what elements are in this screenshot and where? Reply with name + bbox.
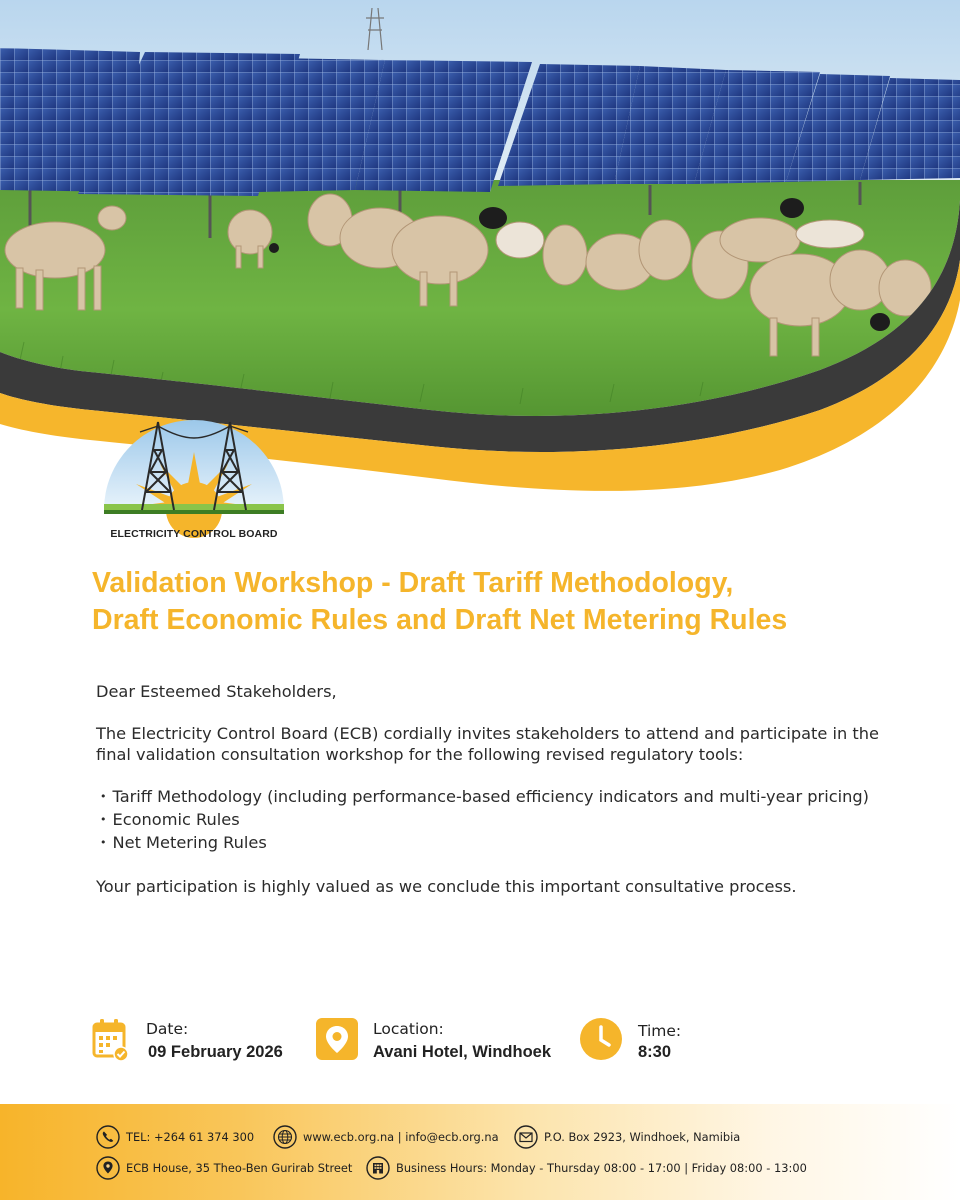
bullet-item: • Net Metering Rules: [96, 832, 926, 855]
clock-icon: [580, 1018, 622, 1060]
location-label: Location:: [373, 1020, 444, 1038]
page-title: [92, 565, 912, 639]
closing-line: Your participation is highly valued as we conclude this important consultative process.: [96, 877, 797, 896]
intro-line-1: The Electricity Control Board (ECB) cordially invites stakeholders to attend and participate in the: [96, 724, 879, 743]
location-value: Avani Hotel, Windhoek: [373, 1043, 552, 1061]
invitation-body: [96, 681, 926, 897]
footer-web-text[interactable]: www.ecb.org.na | info@ecb.org.na: [303, 1130, 499, 1144]
calendar-icon: [92, 1018, 130, 1062]
footer-hours-text: Business Hours: Monday - Thursday 08:00 - 17:00 | Friday 08:00 - 13:00: [396, 1161, 807, 1175]
date-label: Date:: [146, 1020, 189, 1038]
intro-line-2: final validation consultation workshop for the following revised regulatory tools:: [96, 745, 744, 764]
time-label: Time:: [638, 1022, 682, 1040]
logo-wordmark: ELECTRICITY CONTROL BOARD: [110, 528, 278, 540]
date-info: [92, 1018, 312, 1068]
footer-address-text: ECB House, 35 Theo-Ben Gurirab Street: [126, 1161, 353, 1175]
footer-po-box-text: P.O. Box 2923, Windhoek, Namibia: [544, 1130, 741, 1144]
globe-icon: [273, 1125, 297, 1149]
building-icon: [366, 1156, 390, 1180]
title-line-1: Validation Workshop - Draft Tariff Methodology,: [92, 567, 734, 599]
time-value: 8:30: [638, 1043, 672, 1061]
bullet-item: • Economic Rules: [96, 809, 926, 832]
map-pin-icon: [96, 1156, 120, 1180]
footer-phone-text: TEL: +264 61 374 300: [126, 1130, 255, 1144]
bullet-item: • Tariff Methodology (including performance-based efficiency indicators and multi-year pricing): [96, 786, 926, 809]
ecb-logo: [96, 412, 292, 544]
title-line-2: Draft Economic Rules and Draft Net Metering Rules: [92, 604, 788, 636]
location-info: [316, 1018, 566, 1068]
salutation: Dear Esteemed Stakeholders,: [96, 682, 337, 701]
mail-icon: [514, 1125, 538, 1149]
contact-footer: [0, 1104, 960, 1200]
phone-icon: [96, 1125, 120, 1149]
location-pin-icon: [316, 1018, 358, 1060]
time-info: [580, 1018, 710, 1068]
date-value: 09 February 2026: [148, 1043, 283, 1061]
